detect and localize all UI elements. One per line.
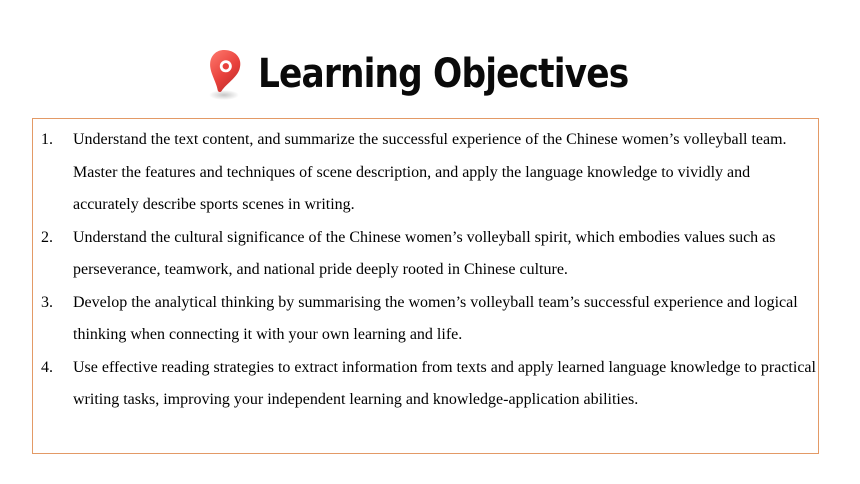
objective-text: Develop the analytical thinking by summarising the women’s volleyball team’s successful experience and logical thinking when connecting it with your own learning and life.	[73, 293, 798, 343]
objective-text: Understand the cultural significance of the Chinese women’s volleyball spirit, which embodies values such as perseverance, teamwork, and national pride deeply rooted in Chinese culture.	[73, 228, 776, 278]
objective-item	[41, 287, 817, 352]
objectives-list	[41, 124, 817, 417]
objective-number: 2.	[41, 228, 53, 246]
objective-number: 4.	[41, 358, 53, 376]
page-title: Learning Objectives	[258, 51, 629, 97]
objective-item	[41, 352, 817, 417]
objective-item	[41, 124, 817, 222]
objective-item	[41, 222, 817, 287]
location-pin-icon	[204, 46, 244, 102]
objective-text: Understand the text content, and summarize the successful experience of the Chinese women’s volleyball team. Master the features and techniques of scene description, and apply the language knowledge to vividly and accurately describe sports scenes in writing.	[73, 131, 787, 213]
title-header	[204, 44, 689, 104]
objective-text: Use effective reading strategies to extract information from texts and apply learned language knowledge to practical writing tasks, improving your independent learning and knowledge-application abilities.	[73, 358, 816, 408]
objectives-box	[32, 118, 819, 454]
objective-number: 3.	[41, 293, 53, 311]
objective-number: 1.	[41, 131, 53, 148]
